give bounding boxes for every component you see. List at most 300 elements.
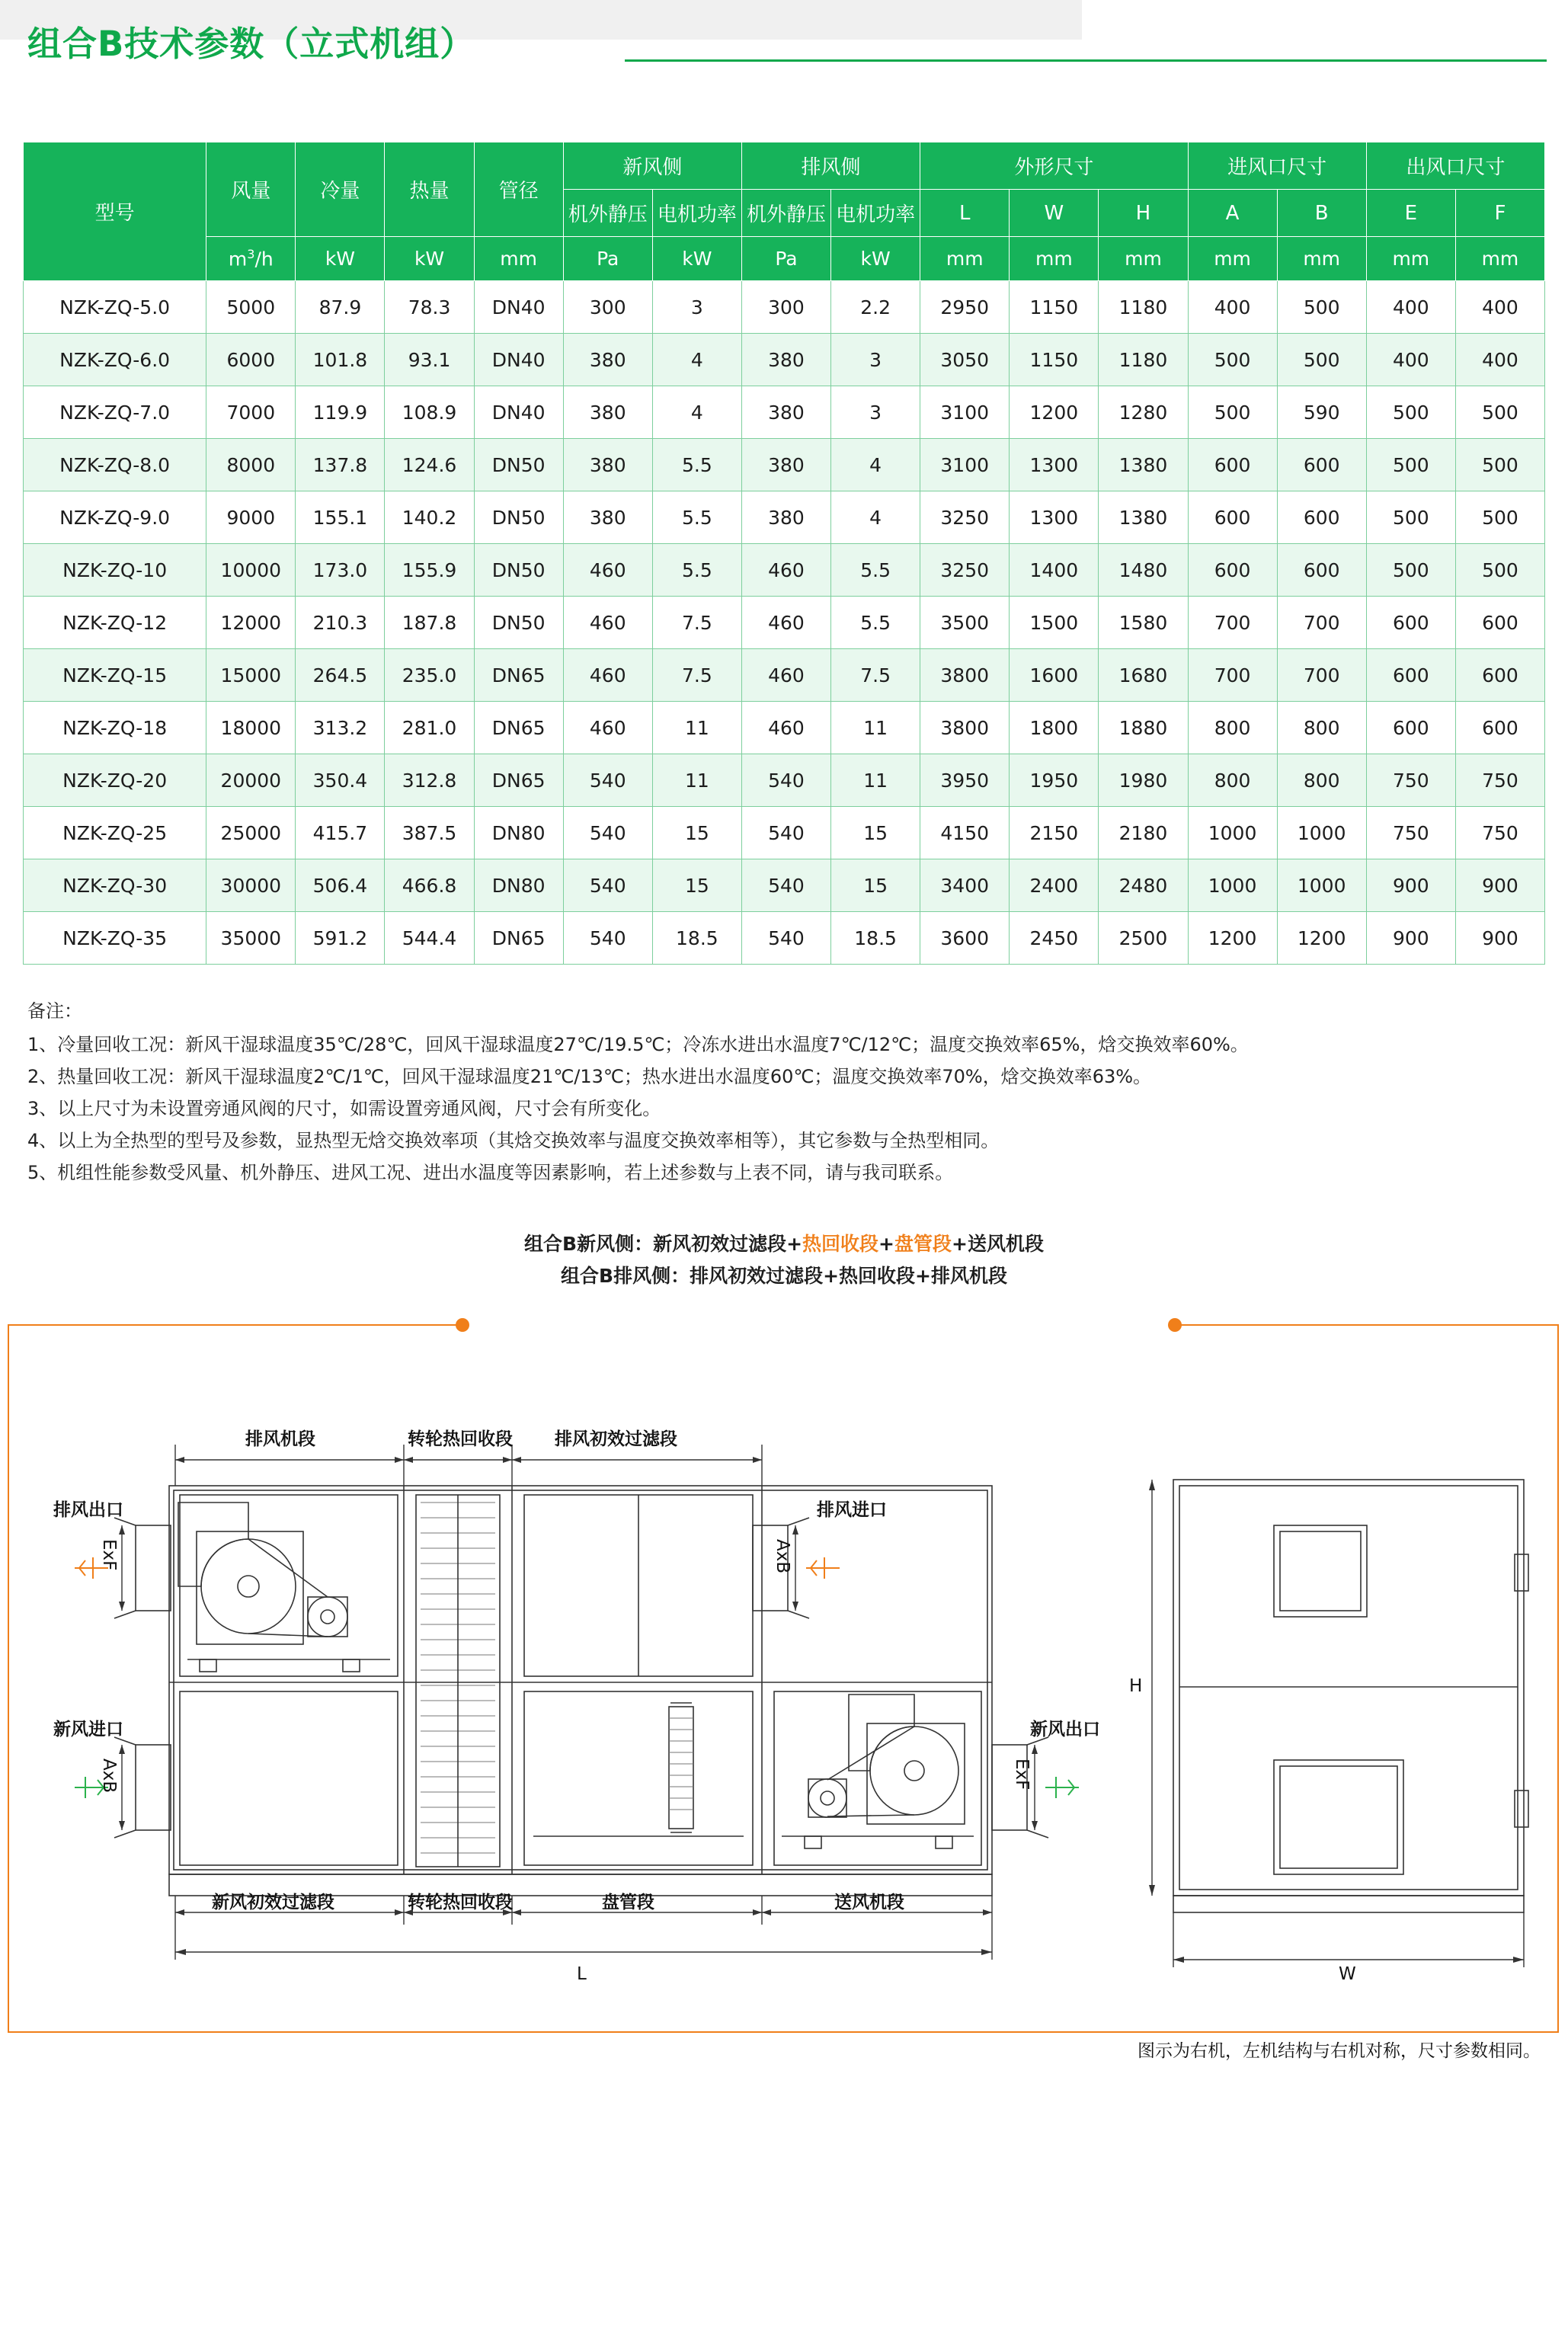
col-header-pipe-diameter: 管径 bbox=[474, 142, 563, 237]
table-cell: 3100 bbox=[920, 439, 1010, 491]
cell-model: NZK-ZQ-35 bbox=[24, 912, 206, 965]
table-cell: 1300 bbox=[1010, 439, 1099, 491]
col-header-dim-W: W bbox=[1010, 190, 1099, 237]
table-cell: 1280 bbox=[1099, 386, 1188, 439]
unit-pipe-diameter: mm bbox=[474, 237, 563, 281]
table-cell: 506.4 bbox=[296, 859, 385, 912]
label-rotary-heat-recovery-section-top: 转轮热回收段 bbox=[408, 1429, 513, 1449]
table-cell: 400 bbox=[1366, 281, 1455, 334]
table-cell: 1000 bbox=[1277, 807, 1366, 859]
diagram-caption bbox=[0, 1228, 1568, 1292]
table-row bbox=[24, 334, 1545, 386]
unit-diagram bbox=[0, 1303, 1568, 2072]
table-row bbox=[24, 439, 1545, 491]
table-cell: 600 bbox=[1277, 439, 1366, 491]
table-cell: 380 bbox=[563, 386, 652, 439]
table-cell: DN65 bbox=[474, 702, 563, 754]
label-rotary-heat-recovery-section-bottom: 转轮热回收段 bbox=[408, 1893, 513, 1912]
unit-dim-L: mm bbox=[920, 237, 1010, 281]
spec-table bbox=[23, 142, 1545, 965]
table-cell: 500 bbox=[1366, 491, 1455, 544]
table-cell: 2450 bbox=[1010, 912, 1099, 965]
table-cell: 600 bbox=[1455, 597, 1544, 649]
col-header-fresh-air-side: 新风侧 bbox=[563, 142, 741, 190]
table-cell: 500 bbox=[1455, 439, 1544, 491]
table-cell: DN50 bbox=[474, 439, 563, 491]
table-cell: 1680 bbox=[1099, 649, 1188, 702]
caption-suffix: +送风机段 bbox=[952, 1233, 1044, 1255]
table-cell: 460 bbox=[563, 597, 652, 649]
table-cell: 460 bbox=[563, 649, 652, 702]
table-row bbox=[24, 859, 1545, 912]
table-cell: 300 bbox=[741, 281, 830, 334]
table-cell: 1180 bbox=[1099, 281, 1188, 334]
table-cell: DN50 bbox=[474, 544, 563, 597]
table-cell: DN40 bbox=[474, 281, 563, 334]
table-body bbox=[24, 281, 1545, 965]
table-cell: 210.3 bbox=[296, 597, 385, 649]
table-cell: 4 bbox=[652, 334, 741, 386]
table-head-row-units bbox=[24, 237, 1545, 281]
col-header-dim-A: A bbox=[1188, 190, 1277, 237]
table-cell: 93.1 bbox=[385, 334, 474, 386]
table-cell: 3100 bbox=[920, 386, 1010, 439]
caption-plus: + bbox=[878, 1233, 894, 1255]
table-cell: DN50 bbox=[474, 597, 563, 649]
col-header-fa-motor-power: 电机功率 bbox=[652, 190, 741, 237]
col-header-dim-B: B bbox=[1277, 190, 1366, 237]
table-cell: 500 bbox=[1455, 491, 1544, 544]
table-row bbox=[24, 386, 1545, 439]
table-cell: 1200 bbox=[1188, 912, 1277, 965]
table-cell: 2.2 bbox=[831, 281, 920, 334]
table-cell: 700 bbox=[1188, 597, 1277, 649]
table-cell: 124.6 bbox=[385, 439, 474, 491]
table-cell: 387.5 bbox=[385, 807, 474, 859]
table-cell: 15 bbox=[831, 807, 920, 859]
note-item: 3、以上尺寸为未设置旁通风阀的尺寸，如需设置旁通风阀，尺寸会有所变化。 bbox=[27, 1098, 661, 1119]
table-cell: 750 bbox=[1366, 807, 1455, 859]
cell-model: NZK-ZQ-30 bbox=[24, 859, 206, 912]
table-cell: 415.7 bbox=[296, 807, 385, 859]
table-cell: 800 bbox=[1277, 754, 1366, 807]
unit-ea-static-pressure: Pa bbox=[741, 237, 830, 281]
table-cell: 500 bbox=[1455, 544, 1544, 597]
cell-model: NZK-ZQ-25 bbox=[24, 807, 206, 859]
table-cell: 3950 bbox=[920, 754, 1010, 807]
table-cell: DN65 bbox=[474, 649, 563, 702]
table-cell: 3600 bbox=[920, 912, 1010, 965]
table-row bbox=[24, 807, 1545, 859]
table-cell: 101.8 bbox=[296, 334, 385, 386]
table-cell: DN50 bbox=[474, 491, 563, 544]
table-cell: DN80 bbox=[474, 859, 563, 912]
table-cell: 500 bbox=[1188, 386, 1277, 439]
table-cell: 7.5 bbox=[831, 649, 920, 702]
cell-model: NZK-ZQ-9.0 bbox=[24, 491, 206, 544]
table-cell: 1000 bbox=[1188, 859, 1277, 912]
table-row bbox=[24, 544, 1545, 597]
table-row bbox=[24, 491, 1545, 544]
table-cell: 460 bbox=[563, 702, 652, 754]
table-cell: 500 bbox=[1366, 544, 1455, 597]
table-cell: 2180 bbox=[1099, 807, 1188, 859]
table-cell: 3250 bbox=[920, 491, 1010, 544]
col-header-overall-dimensions: 外形尺寸 bbox=[920, 142, 1188, 190]
table-cell: 750 bbox=[1455, 807, 1544, 859]
table-cell: 5.5 bbox=[831, 597, 920, 649]
table-cell: DN65 bbox=[474, 754, 563, 807]
table-cell: 12000 bbox=[206, 597, 296, 649]
table-cell: 11 bbox=[652, 754, 741, 807]
table-cell: 590 bbox=[1277, 386, 1366, 439]
table-cell: 400 bbox=[1366, 334, 1455, 386]
table-cell: 35000 bbox=[206, 912, 296, 965]
caption-prefix: 组合B新风侧：新风初效过滤段+ bbox=[524, 1233, 803, 1255]
dim-label-L: L bbox=[577, 1964, 587, 1984]
table-cell: 500 bbox=[1455, 386, 1544, 439]
table-cell: 600 bbox=[1188, 491, 1277, 544]
table-cell: 25000 bbox=[206, 807, 296, 859]
dim-label-H: H bbox=[1129, 1676, 1143, 1696]
table-cell: 900 bbox=[1366, 912, 1455, 965]
table-cell: 1880 bbox=[1099, 702, 1188, 754]
cell-model: NZK-ZQ-10 bbox=[24, 544, 206, 597]
col-header-exhaust-air-side: 排风侧 bbox=[741, 142, 920, 190]
table-cell: 18.5 bbox=[831, 912, 920, 965]
table-row bbox=[24, 702, 1545, 754]
cell-model: NZK-ZQ-12 bbox=[24, 597, 206, 649]
col-header-dim-E: E bbox=[1366, 190, 1455, 237]
table-cell: 400 bbox=[1455, 281, 1544, 334]
unit-dim-H: mm bbox=[1099, 237, 1188, 281]
table-cell: 1150 bbox=[1010, 334, 1099, 386]
table-row bbox=[24, 912, 1545, 965]
table-cell: 1480 bbox=[1099, 544, 1188, 597]
table-cell: 30000 bbox=[206, 859, 296, 912]
table-cell: 540 bbox=[563, 912, 652, 965]
table-cell: 18000 bbox=[206, 702, 296, 754]
cell-model: NZK-ZQ-5.0 bbox=[24, 281, 206, 334]
table-cell: 500 bbox=[1277, 334, 1366, 386]
table-cell: 540 bbox=[563, 754, 652, 807]
cell-model: NZK-ZQ-6.0 bbox=[24, 334, 206, 386]
unit-fa-motor-power: kW bbox=[652, 237, 741, 281]
table-cell: 380 bbox=[741, 386, 830, 439]
table-cell: 380 bbox=[563, 439, 652, 491]
table-cell: 600 bbox=[1277, 544, 1366, 597]
table-cell: 1200 bbox=[1277, 912, 1366, 965]
table-cell: 380 bbox=[741, 334, 830, 386]
label-exhaust-outlet: 排风出口 bbox=[53, 1500, 123, 1520]
table-head bbox=[24, 142, 1545, 281]
dim-label-ExF-right: ExF bbox=[1012, 1759, 1032, 1791]
col-header-cooling: 冷量 bbox=[296, 142, 385, 237]
unit-air-volume: $m^3/h$ bbox=[206, 237, 296, 281]
table-cell: 800 bbox=[1188, 702, 1277, 754]
table-cell: 10000 bbox=[206, 544, 296, 597]
table-cell: 3250 bbox=[920, 544, 1010, 597]
diagram-caption-line-1 bbox=[0, 1228, 1568, 1260]
table-cell: 140.2 bbox=[385, 491, 474, 544]
table-cell: 700 bbox=[1188, 649, 1277, 702]
table-cell: 540 bbox=[563, 859, 652, 912]
table-row bbox=[24, 754, 1545, 807]
table-cell: 540 bbox=[741, 754, 830, 807]
unit-ea-motor-power: kW bbox=[831, 237, 920, 281]
table-row bbox=[24, 649, 1545, 702]
table-cell: 1380 bbox=[1099, 491, 1188, 544]
table-cell: 5.5 bbox=[831, 544, 920, 597]
table-cell: 9000 bbox=[206, 491, 296, 544]
table-cell: 750 bbox=[1455, 754, 1544, 807]
table-cell: 900 bbox=[1366, 859, 1455, 912]
header-divider-line bbox=[625, 59, 1547, 62]
table-cell: 1500 bbox=[1010, 597, 1099, 649]
label-supply-fan-section: 送风机段 bbox=[834, 1893, 904, 1912]
label-coil-section: 盘管段 bbox=[602, 1893, 654, 1912]
table-cell: 2500 bbox=[1099, 912, 1188, 965]
dim-label-AxB-left: AxB bbox=[99, 1759, 119, 1794]
table-cell: 300 bbox=[563, 281, 652, 334]
table-cell: 1980 bbox=[1099, 754, 1188, 807]
table-cell: DN65 bbox=[474, 912, 563, 965]
table-cell: 78.3 bbox=[385, 281, 474, 334]
table-cell: 800 bbox=[1188, 754, 1277, 807]
page-title: 组合B技术参数（立式机组） bbox=[27, 23, 475, 64]
table-cell: 18.5 bbox=[652, 912, 741, 965]
table-cell: 155.1 bbox=[296, 491, 385, 544]
table-cell: 3500 bbox=[920, 597, 1010, 649]
label-fresh-air-outlet: 新风出口 bbox=[1030, 1720, 1100, 1739]
table-cell: 3800 bbox=[920, 649, 1010, 702]
dim-label-ExF-left: ExF bbox=[99, 1539, 119, 1571]
page-header bbox=[0, 0, 1568, 107]
table-cell: 380 bbox=[563, 491, 652, 544]
unit-dim-W: mm bbox=[1010, 237, 1099, 281]
label-exhaust-primary-filter-section: 排风初效过滤段 bbox=[555, 1429, 677, 1449]
table-cell: 1150 bbox=[1010, 281, 1099, 334]
table-cell: 15 bbox=[652, 807, 741, 859]
label-fresh-primary-filter-section: 新风初效过滤段 bbox=[212, 1893, 334, 1912]
table-cell: 540 bbox=[741, 912, 830, 965]
table-cell: 5000 bbox=[206, 281, 296, 334]
table-cell: 1380 bbox=[1099, 439, 1188, 491]
table-cell: 235.0 bbox=[385, 649, 474, 702]
table-cell: 380 bbox=[741, 491, 830, 544]
table-cell: 173.0 bbox=[296, 544, 385, 597]
table-cell: 1180 bbox=[1099, 334, 1188, 386]
table-cell: 1000 bbox=[1188, 807, 1277, 859]
table-cell: 4 bbox=[652, 386, 741, 439]
col-header-dim-F: F bbox=[1455, 190, 1544, 237]
note-item: 1、冷量回收工况：新风干湿球温度35℃/28℃，回风干湿球温度27℃/19.5℃；冷冻水进出水温度7℃/12℃；温度交换效率65%，焓交换效率60%。 bbox=[27, 1034, 1249, 1055]
table-cell: 466.8 bbox=[385, 859, 474, 912]
col-header-model: 型号 bbox=[24, 142, 206, 281]
notes-section bbox=[27, 995, 1541, 1189]
table-cell: 460 bbox=[741, 649, 830, 702]
table-cell: 108.9 bbox=[385, 386, 474, 439]
table-cell: 264.5 bbox=[296, 649, 385, 702]
table-cell: 5.5 bbox=[652, 439, 741, 491]
table-cell: 600 bbox=[1455, 702, 1544, 754]
table-cell: 500 bbox=[1366, 386, 1455, 439]
col-header-dim-L: L bbox=[920, 190, 1010, 237]
col-header-air-volume: 风量 bbox=[206, 142, 296, 237]
table-cell: 540 bbox=[741, 807, 830, 859]
table-cell: 8000 bbox=[206, 439, 296, 491]
table-cell: 4 bbox=[831, 491, 920, 544]
col-header-fa-static-pressure: 机外静压 bbox=[563, 190, 652, 237]
table-cell: 1800 bbox=[1010, 702, 1099, 754]
notes-title: 备注： bbox=[27, 1000, 82, 1022]
table-cell: 600 bbox=[1366, 649, 1455, 702]
table-cell: 3 bbox=[652, 281, 741, 334]
cell-model: NZK-ZQ-15 bbox=[24, 649, 206, 702]
table-cell: 380 bbox=[741, 439, 830, 491]
table-cell: 87.9 bbox=[296, 281, 385, 334]
table-cell: 312.8 bbox=[385, 754, 474, 807]
note-item: 5、机组性能参数受风量、机外静压、进风工况、进出水温度等因素影响，若上述参数与上表不同，请与我司联系。 bbox=[27, 1162, 954, 1183]
table-cell: 281.0 bbox=[385, 702, 474, 754]
table-cell: 2950 bbox=[920, 281, 1010, 334]
diagram-caption-line-2: 组合B排风侧：排风初效过滤段+热回收段+排风机段 bbox=[561, 1265, 1007, 1287]
table-head-row-group bbox=[24, 142, 1545, 190]
table-cell: 155.9 bbox=[385, 544, 474, 597]
col-header-ea-static-pressure: 机外静压 bbox=[741, 190, 830, 237]
table-cell: 600 bbox=[1277, 491, 1366, 544]
table-cell: 4 bbox=[831, 439, 920, 491]
table-cell: 3 bbox=[831, 386, 920, 439]
table-cell: 540 bbox=[563, 807, 652, 859]
unit-dim-F: mm bbox=[1455, 237, 1544, 281]
table-cell: 591.2 bbox=[296, 912, 385, 965]
table-cell: 119.9 bbox=[296, 386, 385, 439]
table-cell: 1200 bbox=[1010, 386, 1099, 439]
table-cell: 700 bbox=[1277, 597, 1366, 649]
unit-cooling: kW bbox=[296, 237, 385, 281]
table-cell: 7.5 bbox=[652, 649, 741, 702]
table-cell: 11 bbox=[652, 702, 741, 754]
table-cell: 380 bbox=[563, 334, 652, 386]
table-cell: 460 bbox=[563, 544, 652, 597]
cell-model: NZK-ZQ-7.0 bbox=[24, 386, 206, 439]
table-cell: 460 bbox=[741, 702, 830, 754]
table-cell: 313.2 bbox=[296, 702, 385, 754]
table-cell: 600 bbox=[1455, 649, 1544, 702]
unit-dim-A: mm bbox=[1188, 237, 1277, 281]
table-cell: 750 bbox=[1366, 754, 1455, 807]
table-cell: 500 bbox=[1366, 439, 1455, 491]
table-cell: DN40 bbox=[474, 386, 563, 439]
table-cell: 3050 bbox=[920, 334, 1010, 386]
diagram-drawing bbox=[0, 1303, 1568, 2072]
table-cell: 3800 bbox=[920, 702, 1010, 754]
table-cell: 3400 bbox=[920, 859, 1010, 912]
table-cell: 800 bbox=[1277, 702, 1366, 754]
table-cell: 1300 bbox=[1010, 491, 1099, 544]
caption-highlight-coil: 盘管段 bbox=[894, 1233, 952, 1255]
table-cell: 2400 bbox=[1010, 859, 1099, 912]
caption-highlight-heat-recovery: 热回收段 bbox=[802, 1233, 879, 1255]
table-cell: 600 bbox=[1366, 597, 1455, 649]
unit-dim-E: mm bbox=[1366, 237, 1455, 281]
col-header-outlet-dimensions: 出风口尺寸 bbox=[1366, 142, 1544, 190]
table-cell: 600 bbox=[1188, 544, 1277, 597]
table-cell: 350.4 bbox=[296, 754, 385, 807]
table-cell: 6000 bbox=[206, 334, 296, 386]
table-cell: 544.4 bbox=[385, 912, 474, 965]
dim-label-AxB-right: AxB bbox=[773, 1539, 792, 1574]
table-cell: 11 bbox=[831, 702, 920, 754]
table-cell: 460 bbox=[741, 544, 830, 597]
unit-dim-B: mm bbox=[1277, 237, 1366, 281]
dim-label-W: W bbox=[1339, 1964, 1356, 1984]
table-cell: 900 bbox=[1455, 859, 1544, 912]
table-cell: 4150 bbox=[920, 807, 1010, 859]
table-cell: 460 bbox=[741, 597, 830, 649]
table-cell: 7.5 bbox=[652, 597, 741, 649]
table-cell: 2150 bbox=[1010, 807, 1099, 859]
table-cell: 900 bbox=[1455, 912, 1544, 965]
label-exhaust-inlet: 排风进口 bbox=[817, 1500, 887, 1520]
table-cell: 20000 bbox=[206, 754, 296, 807]
spec-table-container bbox=[23, 142, 1545, 965]
table-cell: 600 bbox=[1366, 702, 1455, 754]
table-cell: 2480 bbox=[1099, 859, 1188, 912]
table-cell: 11 bbox=[831, 754, 920, 807]
note-item: 2、热量回收工况：新风干湿球温度2℃/1℃，回风干湿球温度21℃/13℃；热水进出水温度60℃；温度交换效率70%，焓交换效率63%。 bbox=[27, 1066, 1152, 1087]
table-cell: 15000 bbox=[206, 649, 296, 702]
table-cell: 5.5 bbox=[652, 491, 741, 544]
table-cell: 187.8 bbox=[385, 597, 474, 649]
table-cell: 15 bbox=[652, 859, 741, 912]
label-fresh-air-inlet: 新风进口 bbox=[53, 1720, 123, 1739]
table-cell: 5.5 bbox=[652, 544, 741, 597]
table-cell: 600 bbox=[1188, 439, 1277, 491]
table-cell: 15 bbox=[831, 859, 920, 912]
table-cell: 1400 bbox=[1010, 544, 1099, 597]
table-cell: 137.8 bbox=[296, 439, 385, 491]
col-header-dim-H: H bbox=[1099, 190, 1188, 237]
table-cell: 1600 bbox=[1010, 649, 1099, 702]
table-cell: 540 bbox=[741, 859, 830, 912]
table-cell: 1580 bbox=[1099, 597, 1188, 649]
col-header-ea-motor-power: 电机功率 bbox=[831, 190, 920, 237]
table-cell: 500 bbox=[1188, 334, 1277, 386]
table-cell: DN80 bbox=[474, 807, 563, 859]
table-cell: 500 bbox=[1277, 281, 1366, 334]
diagram-footnote: 图示为右机，左机结构与右机对称，尺寸参数相同。 bbox=[1138, 2041, 1541, 2061]
col-header-inlet-dimensions: 进风口尺寸 bbox=[1188, 142, 1366, 190]
note-item: 4、以上为全热型的型号及参数，显热型无焓交换效率项（其焓交换效率与温度交换效率相等），其它参数与全热型相同。 bbox=[27, 1130, 1000, 1151]
label-exhaust-fan-section: 排风机段 bbox=[245, 1429, 315, 1449]
table-cell: 1950 bbox=[1010, 754, 1099, 807]
unit-fa-static-pressure: Pa bbox=[563, 237, 652, 281]
table-cell: 1000 bbox=[1277, 859, 1366, 912]
table-row bbox=[24, 281, 1545, 334]
unit-heating: kW bbox=[385, 237, 474, 281]
cell-model: NZK-ZQ-8.0 bbox=[24, 439, 206, 491]
table-cell: DN40 bbox=[474, 334, 563, 386]
cell-model: NZK-ZQ-18 bbox=[24, 702, 206, 754]
table-cell: 400 bbox=[1188, 281, 1277, 334]
table-cell: 400 bbox=[1455, 334, 1544, 386]
table-cell: 700 bbox=[1277, 649, 1366, 702]
table-cell: 3 bbox=[831, 334, 920, 386]
table-row bbox=[24, 597, 1545, 649]
col-header-heating: 热量 bbox=[385, 142, 474, 237]
